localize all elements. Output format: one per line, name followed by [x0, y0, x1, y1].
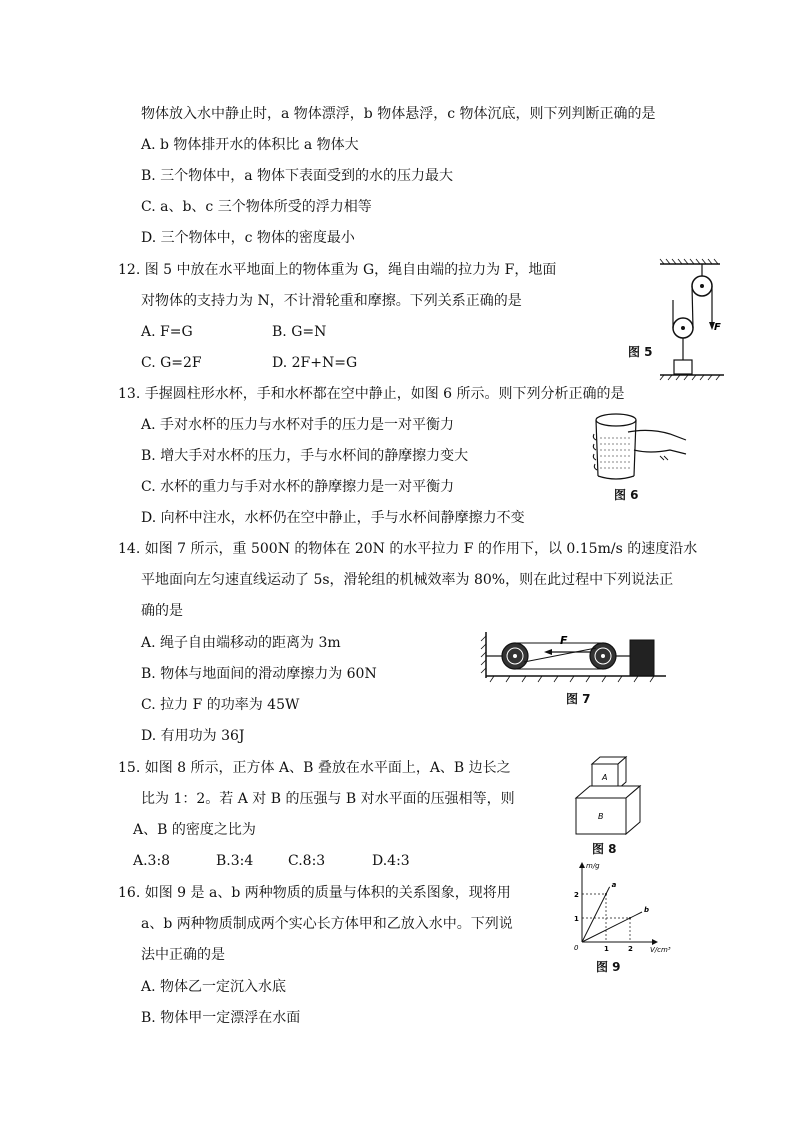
q12-option-b: B. G=N: [272, 324, 327, 340]
q12-stem-line2: 对物体的支持力为 N，不计滑轮重和摩擦。下列关系正确的是: [141, 293, 522, 309]
series-label-b: b: [644, 906, 650, 914]
origin-label: 0: [574, 944, 579, 952]
q14-option-c: C. 拉力 F 的功率为 45W: [141, 697, 300, 713]
q11-option-d: D. 三个物体中，c 物体的密度最小: [141, 230, 355, 246]
y-axis-arrow: [579, 862, 585, 868]
series-label-a: a: [611, 880, 617, 889]
figure-6-hand-cup-diagram: [590, 410, 690, 485]
q15-stem-line2: 比为 1：2。若 A 对 B 的压强与 B 对水平面的压强相等，则: [141, 791, 515, 807]
q13-stem: 13. 手握圆柱形水杯，手和水杯都在空中静止，如图 6 所示。则下列分析正确的是: [118, 386, 625, 402]
q12-option-c: C. G=2F: [141, 355, 202, 371]
q13-option-c: C. 水杯的重力与手对水杯的静摩擦力是一对平衡力: [141, 479, 455, 495]
data-point-a: [605, 893, 607, 895]
x-axis-label: V/cm³: [650, 946, 671, 954]
q15-option-c: C.8:3: [288, 853, 326, 869]
figure-7-caption: 图 7: [566, 692, 591, 706]
y-tick-label-2: 2: [574, 891, 579, 899]
q14-option-b: B. 物体与地面间的滑动摩擦力为 60N: [141, 666, 377, 682]
q12-stem-line1: 12. 图 5 中放在水平地面上的物体重为 G，绳自由端的拉力为 F，地面: [118, 262, 557, 278]
q13-option-b: B. 增大手对水杯的压力，手与水杯间的静摩擦力变大: [141, 448, 469, 464]
q15-option-a: A.3:8: [133, 853, 171, 869]
q16-stem-line2: a、b 两种物质制成两个实心长方体甲和乙放入水中。下列说: [141, 916, 513, 932]
q12-option-a: A. F=G: [141, 324, 193, 340]
q15-option-b: B.3:4: [216, 853, 254, 869]
cube-a-label: A: [602, 773, 608, 782]
figure-9-mass-volume-chart: [566, 860, 676, 956]
q14-stem-line2: 平地面向左匀速直线运动了 5s，滑轮组的机械效率为 80%，则在此过程中下列说法正: [141, 572, 674, 588]
q16-stem-line3: 法中正确的是: [141, 947, 225, 963]
q15-option-d: D.4:3: [372, 853, 410, 869]
q11-option-b: B. 三个物体中，a 物体下表面受到的水的压力最大: [141, 168, 453, 184]
series-line-b: [582, 912, 642, 942]
figure-8-caption: 图 8: [592, 842, 617, 856]
series-line-a: [582, 887, 610, 942]
q13-option-d: D. 向杯中注水，水杯仍在空中静止，手与水杯间静摩擦力不变: [141, 510, 525, 526]
q15-stem-line1: 15. 如图 8 所示，正方体 A、B 叠放在水平面上，A、B 边长之: [118, 760, 511, 776]
q13-option-a: A. 手对水杯的压力与水杯对手的压力是一对平衡力: [141, 417, 455, 433]
y-tick-label-1: 1: [574, 915, 579, 923]
q11-option-a: A. b 物体排开水的体积比 a 物体大: [141, 137, 359, 153]
figure-6-caption: 图 6: [614, 488, 639, 502]
q14-stem-line3: 确的是: [141, 603, 183, 619]
figure-7-force-label: F: [560, 634, 568, 647]
q14-option-a: A. 绳子自由端移动的距离为 3m: [141, 635, 341, 651]
figure-7-pulley-diagram: [480, 628, 670, 688]
q14-stem-line1: 14. 如图 7 所示，重 500N 的物体在 20N 的水平拉力 F 的作用下，以 0.15m/s 的速度沿水: [118, 541, 698, 557]
q11-option-c: C. a、b、c 三个物体所受的浮力相等: [141, 199, 372, 215]
figure-8-cubes-diagram: [570, 756, 646, 838]
data-point-b: [629, 917, 631, 919]
cube-b-label: B: [598, 812, 604, 821]
q12-option-d: D. 2F+N=G: [272, 355, 358, 371]
figure-5-caption: 图 5: [628, 345, 653, 359]
q16-option-a: A. 物体乙一定沉入水底: [141, 979, 287, 995]
figure-9-caption: 图 9: [596, 960, 621, 974]
x-tick-label-2: 2: [628, 945, 633, 953]
x-tick-label-1: 1: [604, 945, 609, 953]
q16-stem-line1: 16. 如图 9 是 a、b 两种物质的质量与体积的关系图象，现将用: [118, 885, 511, 901]
q16-option-b: B. 物体甲一定漂浮在水面: [141, 1010, 301, 1026]
y-axis-label: m/g: [586, 862, 600, 870]
figure-5-force-label: F: [714, 322, 721, 333]
x-axis-arrow: [652, 939, 658, 945]
figure-5-pulley-diagram: [650, 258, 730, 388]
q15-stem-line3: A、B 的密度之比为: [133, 822, 256, 838]
q11-stem: 物体放入水中静止时，a 物体漂浮，b 物体悬浮，c 物体沉底，则下列判断正确的是: [141, 106, 656, 122]
q14-option-d: D. 有用功为 36J: [141, 728, 245, 744]
